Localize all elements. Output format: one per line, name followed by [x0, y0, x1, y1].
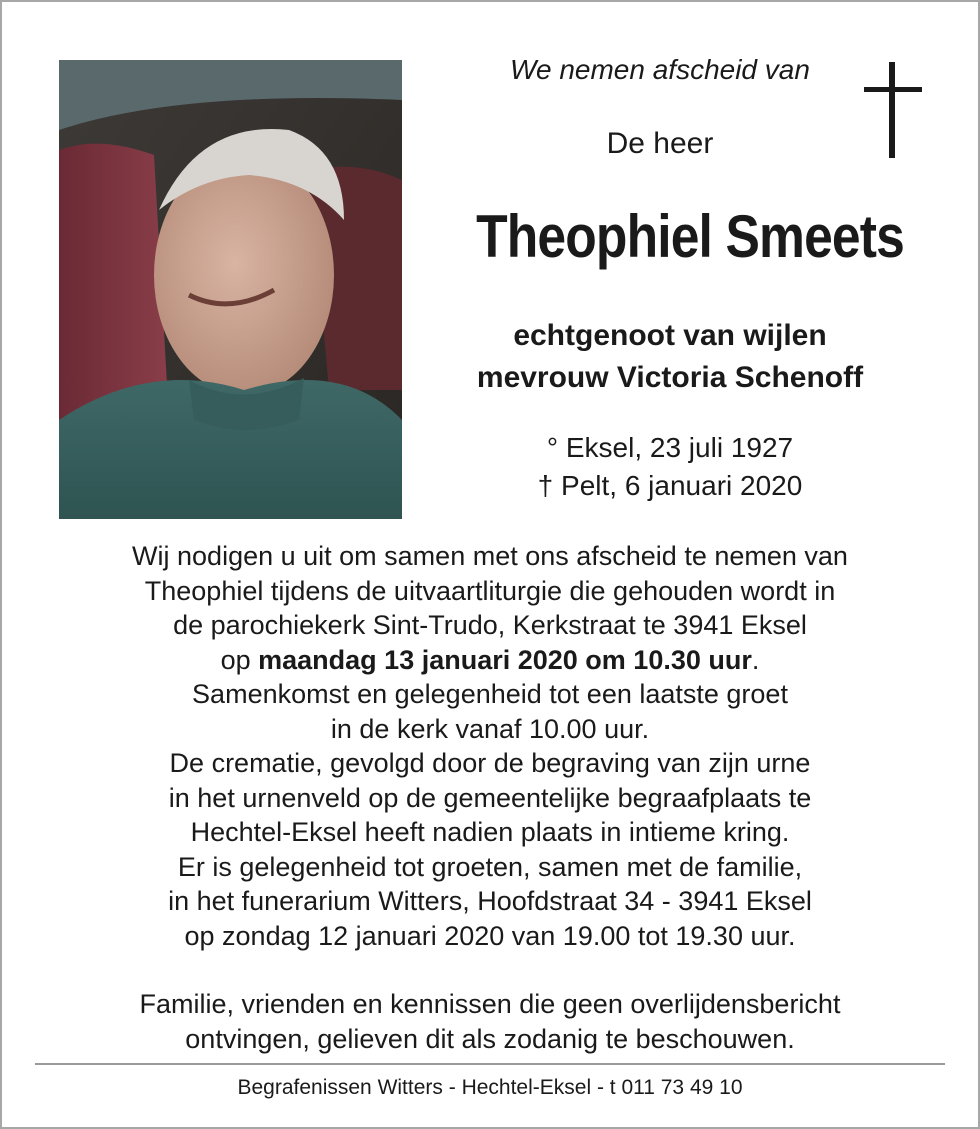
body-line: Hechtel-Eksel heeft nadien plaats in intieme kring. [190, 817, 790, 847]
ceremony-text [40, 539, 940, 953]
body-line: Wij nodigen u uit om samen met ons afscheid te nemen van [132, 541, 848, 571]
body-line: op maandag 13 januari 2020 om 10.30 uur. [220, 644, 760, 675]
spouse-line-2: mevrouw Victoria Schenoff [476, 361, 864, 394]
body-line: in het urnenveld op de gemeentelijke begraafplaats te [168, 782, 812, 813]
funeral-home-footer: Begrafenissen Witters - Hechtel-Eksel - t 011 73 49 10 [237, 1076, 743, 1099]
body-line: Samenkomst en gelegenheid tot een laatste groet [192, 679, 788, 709]
body-line: in het funerarium Witters, Hoofdstraat 34 - 3941 Eksel [168, 886, 812, 916]
body-line: Er is gelegenheid tot groeten, samen met de familie, [177, 851, 803, 882]
closing-line: Familie, vrienden en kennissen die geen overlijdensbericht [139, 989, 841, 1019]
body-line: de parochiekerk Sint-Trudo, Kerkstraat te 3941 Eksel [173, 610, 807, 640]
body-line: op zondag 12 januari 2020 van 19.00 tot 19.30 uur. [184, 920, 796, 951]
portrait-photo [59, 60, 402, 519]
death-date: † Pelt, 6 januari 2020 [537, 470, 803, 501]
closing-text [40, 987, 940, 1056]
birth-date: ° Eksel, 23 juli 1927 [546, 432, 794, 463]
cross-icon [864, 62, 922, 158]
deceased-name: Theophiel Smeets [476, 203, 904, 270]
ceremony-datetime: maandag 13 januari 2020 om 10.30 uur [258, 644, 752, 675]
spouse-block [420, 315, 920, 399]
life-dates [460, 429, 880, 505]
spouse-line-1: echtgenoot van wijlen [513, 319, 827, 352]
intro-text: We nemen afscheid van [510, 54, 810, 85]
body-line: Theophiel tijdens de uitvaartliturgie die gehouden wordt in [144, 575, 836, 606]
body-line: in de kerk vanaf 10.00 uur. [330, 713, 650, 744]
divider [35, 1063, 945, 1065]
salutation: De heer [606, 127, 714, 160]
body-line: De crematie, gevolgd door de begraving van zijn urne [169, 748, 811, 778]
closing-line: ontvingen, gelieven dit als zodanig te beschouwen. [185, 1023, 795, 1054]
